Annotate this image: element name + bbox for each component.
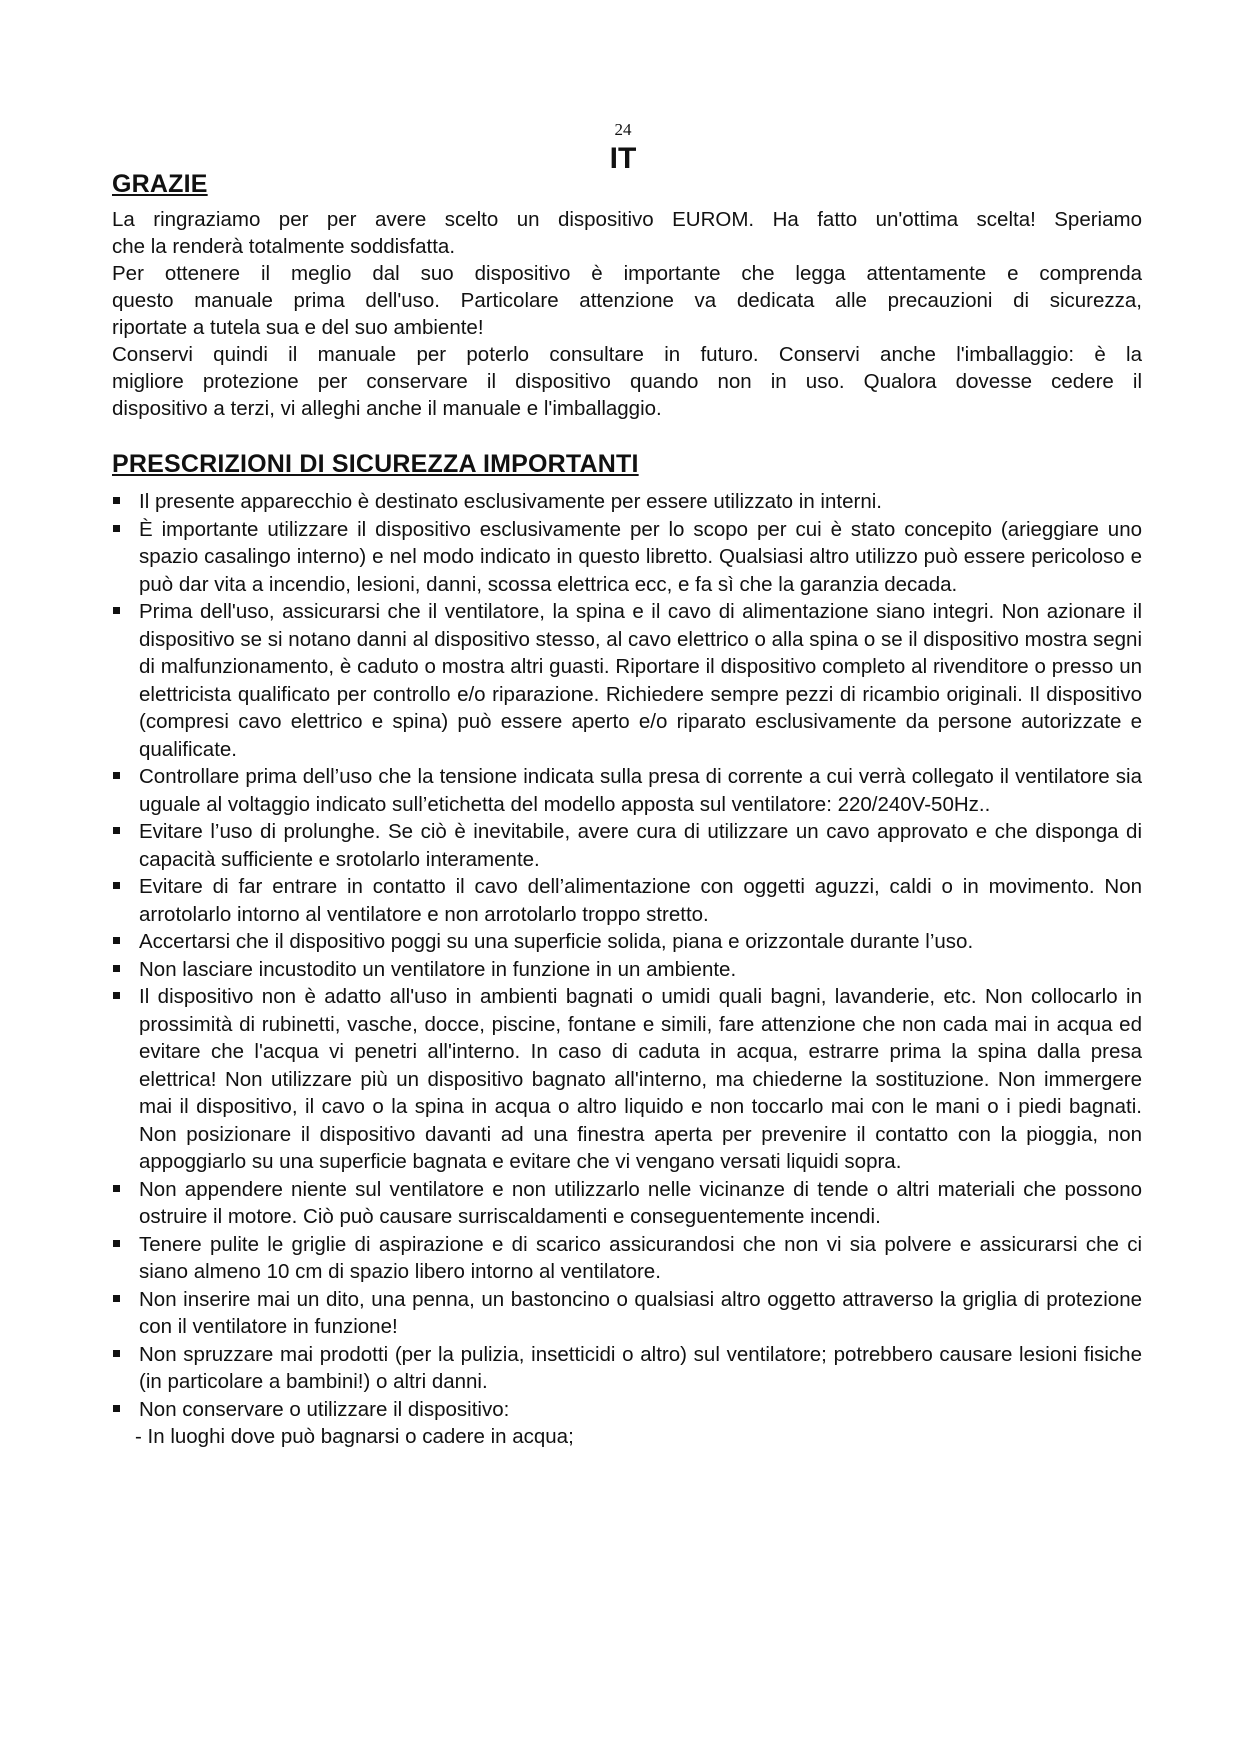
safety-item: Il dispositivo non è adatto all'uso in ambienti bagnati o umidi quali bagni, lavanderie, etc. Non collocarlo in prossimità di rubinetti, vasche, docce, piscine, fontane e simili, fare attenzione che non cada mai in acqua ed evitare che l'acqua vi penetri all'interno. In caso di caduta in acqua, estrarre prima la spina dalla presa elettrica! Non utilizzare più un dispositivo bagnato all'interno, ma chiederne la sostituzione. Non immergere mai il dispositivo, il cavo o la spina in acqua o altro liquido e non toccarlo mai con le mani o i piedi bagnati. Non posizionare il dispositivo davanti ad una finestra aperta per prevenire il contatto con la pioggia, non appoggiarlo su una superficie bagnata e evitare che vi vengano versati liquidi sopra. [112, 983, 1142, 1176]
thanks-line: Conservi quindi il manuale per poterlo consultare in futuro. Conservi anche l'imballaggio: è la [112, 343, 1142, 366]
safety-item: Non spruzzare mai prodotti (per la pulizia, insetticidi o altro) sul ventilatore; potrebbero causare lesioni fisiche (in particolare a bambini!) o altri danni. [112, 1341, 1142, 1396]
bullet-square-icon [113, 882, 120, 889]
thanks-line: questo manuale prima dell'uso. Particolare attenzione va dedicata alle precauzioni di sicurezza, [112, 289, 1142, 312]
language-code: IT [609, 142, 637, 175]
page-number: 24 [614, 120, 632, 139]
thanks-line: migliore protezione per conservare il dispositivo quando non in uso. Qualora dovesse cedere il [112, 370, 1142, 393]
safety-list [112, 488, 1142, 1423]
safety-item: Non appendere niente sul ventilatore e non utilizzarlo nelle vicinanze di tende o altri materiali che possono ostruire il motore. Ciò può causare surriscaldamenti e conseguentemente incendi. [112, 1176, 1142, 1231]
bullet-square-icon [113, 1405, 120, 1412]
safety-item: Evitare di far entrare in contatto il cavo dell’alimentazione con oggetti aguzzi, caldi o in movimento. Non arrotolarlo intorno al ventilatore e non arrotolarlo troppo stretto. [112, 873, 1142, 928]
bullet-square-icon [113, 937, 120, 944]
safety-sub-item: - In luoghi dove può bagnarsi o cadere in acqua; [135, 1425, 574, 1448]
section-title-safety: PRESCRIZIONI DI SICUREZZA IMPORTANTI [112, 450, 639, 478]
bullet-square-icon [113, 1240, 120, 1247]
safety-item: Prima dell'uso, assicurarsi che il ventilatore, la spina e il cavo di alimentazione siano integri. Non azionare il dispositivo se si notano danni al dispositivo stesso, al cavo elettrico o alla spina o se il dispositivo mostra segni di malfunzionamento, è caduto o mostra altri guasti. Riportare il dispositivo completo al rivenditore o presso un elettricista qualificato per controllo e/o riparazione. Richiedere sempre pezzi di ricambio originali. Il dispositivo (compresi cavo elettrico e spina) può essere aperto e/o riparato esclusivamente da persone autorizzate e qualificate. [112, 598, 1142, 763]
bullet-square-icon [113, 992, 120, 999]
thanks-line: dispositivo a terzi, vi alleghi anche il manuale e l'imballaggio. [112, 397, 662, 420]
safety-item: È importante utilizzare il dispositivo esclusivamente per lo scopo per cui è stato concepito (arieggiare uno spazio casalingo interno) e nel modo indicato in questo libretto. Qualsiasi altro utilizzo può essere pericoloso e può dar vita a incendio, lesioni, danni, scossa elettrica ecc, e fa sì che la garanzia decada. [112, 516, 1142, 599]
thanks-line: La ringraziamo per per avere scelto un dispositivo EUROM. Ha fatto un'ottima scelta! Speriamo [112, 208, 1142, 231]
bullet-square-icon [113, 772, 120, 779]
bullet-square-icon [113, 827, 120, 834]
safety-item: Accertarsi che il dispositivo poggi su una superficie solida, piana e orizzontale durante l’uso. [112, 928, 1142, 956]
safety-item: Tenere pulite le griglie di aspirazione e di scarico assicurandosi che non vi sia polvere e assicurarsi che ci siano almeno 10 cm di spazio libero intorno al ventilatore. [112, 1231, 1142, 1286]
safety-item: Il presente apparecchio è destinato esclusivamente per essere utilizzato in interni. [112, 488, 1142, 516]
safety-item: Evitare l’uso di prolunghe. Se ciò è inevitabile, avere cura di utilizzare un cavo approvato e che disponga di capacità sufficiente e srotolarlo interamente. [112, 818, 1142, 873]
bullet-square-icon [113, 497, 120, 504]
bullet-square-icon [113, 607, 120, 614]
bullet-square-icon [113, 1295, 120, 1302]
thanks-line: riportate a tutela sua e del suo ambiente! [112, 316, 484, 339]
thanks-line: Per ottenere il meglio dal suo dispositivo è importante che legga attentamente e comprenda [112, 262, 1142, 285]
thanks-line: che la renderà totalmente soddisfatta. [112, 235, 456, 258]
bullet-square-icon [113, 1350, 120, 1357]
thanks-paragraph [112, 206, 1142, 422]
section-title-thanks: GRAZIE [112, 170, 208, 198]
safety-item: Non inserire mai un dito, una penna, un bastoncino o qualsiasi altro oggetto attraverso la griglia di protezione con il ventilatore in funzione! [112, 1286, 1142, 1341]
bullet-square-icon [113, 1185, 120, 1192]
safety-item: Non lasciare incustodito un ventilatore in funzione in un ambiente. [112, 956, 1142, 984]
document-page [112, 120, 1142, 1451]
bullet-square-icon [113, 525, 120, 532]
bullet-square-icon [113, 965, 120, 972]
safety-item: Non conservare o utilizzare il dispositivo: [112, 1396, 1142, 1424]
safety-item: Controllare prima dell’uso che la tensione indicata sulla presa di corrente a cui verrà collegato il ventilatore sia uguale al voltaggio indicato sull’etichetta del modello apposta sul ventilatore: 220/240V-50Hz.. [112, 763, 1142, 818]
